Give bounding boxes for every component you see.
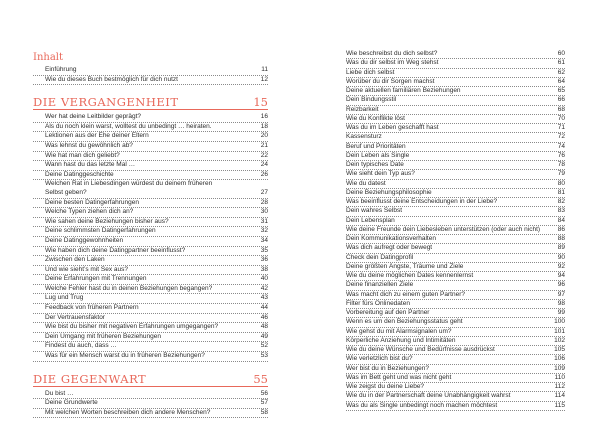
toc-entry-page: 78: [557, 161, 565, 168]
toc-entry-label: Worüber du dir Sorgen machst: [346, 77, 435, 85]
toc-entry-page: 89: [557, 244, 565, 252]
toc-entry-page: 44: [260, 304, 268, 312]
toc-entry-label: Deine Datinggeschichte: [45, 170, 114, 178]
section-vergangenheit: [33, 94, 268, 110]
section-title: DIE GEGENWART: [33, 371, 147, 386]
toc-entry-label: Dein Umgang mit früheren Beziehungen: [45, 332, 161, 340]
toc-entry: [346, 392, 565, 401]
toc-entry-label: Kassensturz: [346, 133, 382, 141]
toc-entry: [33, 409, 268, 419]
toc-entry: [346, 263, 565, 272]
toc-entry-page: 68: [557, 105, 565, 113]
toc-entry-label: Was für ein Mensch warst du in früheren Beziehungen?: [45, 352, 205, 360]
toc-entry: [33, 247, 268, 257]
toc-entry-label: Filter fürs Onlinedaten: [346, 299, 410, 307]
toc-entry: [346, 207, 565, 216]
toc-entry: [346, 328, 565, 337]
toc-entry-page: 56: [260, 389, 268, 397]
toc-entry: [346, 235, 565, 244]
toc-entry: [346, 374, 565, 383]
toc-entry-label: Wie verletzlich bist du?: [346, 355, 413, 363]
toc-entry-label: Wann hast du das letzte Mal …: [45, 161, 136, 169]
toc-entry-label: Du bist …: [45, 389, 74, 397]
toc-entry-page: 100: [554, 318, 565, 326]
gegenwart-list: [33, 390, 268, 419]
toc-entry-label: Feedback von früheren Partnern: [45, 304, 139, 312]
toc-entry-page: 28: [260, 198, 268, 206]
toc-entry-page: 20: [260, 132, 268, 140]
toc-entry: [33, 66, 268, 76]
toc-entry-page: 53: [260, 352, 268, 360]
toc-entry-label: Wie bist du bisher mit negativen Erfahrungen umgegangen?: [45, 323, 219, 331]
toc-entry: [33, 304, 268, 314]
toc-entry-page: 46: [260, 313, 268, 321]
toc-entry: [33, 266, 268, 276]
toc-entry-label: Deine finanziellen Ziele: [346, 281, 414, 289]
toc-entry: [346, 346, 565, 355]
toc-entry-label: Lektionen aus der Ehe deiner Eltern: [45, 132, 149, 140]
toc-entry: [346, 133, 565, 142]
toc-entry-label: Dein Bindungsstil: [346, 96, 397, 104]
toc-entry: [33, 352, 268, 362]
toc-entry: [33, 314, 268, 324]
toc-entry: [346, 355, 565, 364]
toc-entry: [346, 198, 565, 207]
toc-entry-page: 22: [260, 151, 268, 159]
toc-entry-label: Dein wahres Selbst: [346, 207, 402, 215]
toc-entry-page: 36: [260, 256, 268, 264]
toc-entry-page: 65: [557, 87, 565, 94]
toc-entry: [346, 124, 565, 133]
toc-entry-page: 70: [557, 114, 565, 122]
vergangenheit-list: [33, 113, 268, 361]
toc-entry-page: 84: [557, 216, 565, 224]
toc-entry-page: 94: [557, 272, 565, 279]
toc-entry-label: Was im Bett geht und was nicht geht: [346, 373, 452, 381]
toc-entry-page: 106: [554, 355, 565, 363]
toc-entry: [346, 115, 565, 124]
toc-entry: [346, 78, 565, 87]
toc-entry-label: Wie gehst du mit Alarmsignalen um?: [346, 327, 452, 335]
toc-entry: [33, 237, 268, 247]
toc-entry-label: Was lehnst du gewöhnlich ab?: [45, 141, 133, 149]
section-page: 15: [253, 95, 268, 110]
toc-entry-label: Wie hat man dich geliebt?: [45, 151, 120, 159]
toc-entry-label: Zwischen den Laken: [45, 256, 105, 264]
toc-entry-label: Wer hat deine Leitbilder geprägt?: [45, 113, 141, 121]
toc-entry-page: 71: [557, 124, 565, 131]
toc-entry-label: Und wie sieht’s mit Sex aus?: [45, 265, 128, 273]
toc-entry-page: 83: [557, 207, 565, 215]
toc-entry-page: 96: [557, 281, 565, 289]
toc-entry: [346, 337, 565, 346]
toc-entry-page: 11: [261, 66, 268, 73]
toc-entry: [346, 69, 565, 78]
toc-entry: [346, 96, 565, 105]
toc-entry: [346, 254, 565, 263]
toc-entry: [346, 143, 565, 152]
toc-entry: [346, 217, 565, 226]
toc-entry: [33, 390, 268, 400]
toc-entry-label: Liebe dich selbst: [346, 68, 395, 76]
right-toc-list: [346, 50, 565, 411]
toc-entry-label: Dein Lebensplan: [346, 216, 395, 224]
toc-entry: [33, 333, 268, 343]
toc-entry-label: Deine größten Ängste, Träume und Ziele: [346, 262, 464, 270]
toc-entry-label: Mit welchen Worten beschreiben dich andere Menschen?: [45, 408, 211, 416]
toc-entry-page: 102: [554, 336, 565, 344]
toc-entry-label: Was beeinflusst deine Entscheidungen in der Liebe?: [346, 198, 498, 205]
toc-entry-page: 27: [260, 188, 268, 196]
toc-entry-label: Wie sahen deine Beziehungen bisher aus?: [45, 217, 169, 225]
toc-entry-label: Dein Kommunikationsverhalten: [346, 235, 436, 242]
toc-entry-label: Der Vertrauensfaktor: [45, 313, 105, 321]
toc-entry: [33, 142, 268, 152]
toc-entry-page: 109: [554, 364, 565, 372]
toc-entry-page: 30: [260, 208, 268, 216]
toc-entry-page: 48: [260, 323, 268, 331]
toc-entry: [346, 318, 565, 327]
toc-entry-page: 62: [557, 68, 565, 76]
toc-entry-page: 16: [260, 113, 268, 121]
toc-entry-label: Dein typisches Date: [346, 161, 404, 168]
toc-entry-page: 42: [260, 284, 268, 292]
toc-entry-label: Vorbereitung auf den Partner: [346, 309, 430, 316]
toc-entry: [33, 218, 268, 228]
toc-entry-label: Wie zeigst du deine Liebe?: [346, 383, 425, 390]
toc-entry-label: Welche Typen ziehen dich an?: [45, 208, 134, 216]
toc-entry: [346, 383, 565, 392]
toc-entry: [33, 152, 268, 162]
toc-entry-page: 64: [557, 77, 565, 85]
toc-entry-label: Wer bist du in Beziehungen?: [346, 364, 429, 372]
toc-entry-page: 49: [260, 332, 268, 340]
toc-entry-label: Wie deine Freunde dein Liebesleben unterstützen (oder auch nicht): [346, 225, 541, 233]
toc-entry-label: Wie du deine möglichen Dates kennenlernst: [346, 272, 474, 279]
toc-entry-page: 101: [554, 327, 565, 335]
toc-entry-label: Wie du deine Wünsche und Bedürfnisse ausdrückst: [346, 346, 495, 353]
toc-entry-page: 110: [554, 373, 565, 381]
toc-entry-page: 61: [557, 59, 565, 67]
toc-entry-label: Deine aktuellen familiären Beziehungen: [346, 87, 461, 94]
toc-entry-page: 86: [557, 225, 565, 233]
toc-entry: [33, 199, 268, 209]
toc-entry-label: Wie haben dich deine Datingpartner beeinflusst?: [45, 246, 186, 254]
toc-entry-label: Wie du datest: [346, 179, 386, 187]
toc-entry-label: Körperliche Anziehung und Intimitäten: [346, 336, 456, 344]
toc-entry: [33, 256, 268, 266]
toc-entry-label: Deine schlimmsten Datingerfahrungen: [45, 227, 156, 235]
toc-entry-page: 72: [557, 133, 565, 141]
toc-entry-page: 99: [557, 309, 565, 316]
toc-entry: [346, 300, 565, 309]
toc-entry: [33, 285, 268, 295]
toc-entry-label: Check dein Datingprofil: [346, 253, 414, 261]
toc-entry-page: 26: [260, 170, 268, 178]
toc-entry-page: 105: [554, 346, 565, 353]
toc-entry-page: 32: [260, 227, 268, 235]
toc-heading-title: Inhalt: [33, 52, 64, 63]
toc-entry-label: Deine Beziehungsphilosophie: [346, 188, 432, 196]
toc-entry: [33, 113, 268, 123]
toc-entry: [33, 171, 268, 181]
toc-entry-label: Wie sieht dein Typ aus?: [346, 170, 415, 178]
toc-entry-label: Findest du auch, dass …: [45, 342, 117, 350]
toc-entry: [346, 272, 565, 281]
toc-entry-label: Als du noch klein warst, wolltest du unbedingt … heiraten.: [45, 122, 212, 130]
toc-entry-page: 88: [557, 235, 565, 242]
toc-entry: [346, 244, 565, 253]
toc-entry-page: 81: [557, 188, 565, 196]
toc-entry-page: 57: [260, 399, 268, 407]
toc-entry: [33, 294, 268, 304]
toc-entry: [346, 291, 565, 300]
toc-entry: [33, 323, 268, 333]
toc-entry: [346, 50, 565, 59]
toc-entry-label: Einführung: [45, 66, 77, 73]
toc-entry-page: 80: [557, 179, 565, 187]
toc-entry: [346, 59, 565, 68]
toc-entry-page: 34: [260, 236, 268, 244]
toc-entry: [33, 189, 268, 199]
toc-entry-label: Selbst geben?: [45, 188, 87, 196]
toc-entry-page: 12: [260, 75, 268, 83]
intro-list: [33, 66, 268, 85]
toc-entry-page: 58: [260, 408, 268, 416]
toc-entry-page: 97: [557, 290, 565, 298]
toc-entry-page: 66: [557, 96, 565, 104]
toc-entry: [346, 152, 565, 161]
toc-entry: [346, 365, 565, 374]
left-column: [33, 52, 268, 418]
section-title: DIE VERGANGENHEIT: [33, 95, 179, 110]
toc-entry: [346, 226, 565, 235]
toc-entry: [33, 132, 268, 142]
toc-entry-label: Lug und Trug: [45, 294, 84, 302]
toc-entry-label: Was du im Leben geschafft hast: [346, 124, 439, 131]
toc-entry-label: Was dich aufregt oder bewegt: [346, 244, 433, 252]
toc-entry: [33, 123, 268, 133]
right-column: [346, 50, 565, 411]
toc-entry-page: 35: [260, 246, 268, 254]
toc-heading: [33, 52, 268, 64]
toc-entry: [346, 161, 565, 170]
toc-entry-label: Beruf und Prioritäten: [346, 142, 406, 150]
toc-entry-label: Wie du dieses Buch bestmöglich für dich nutzt: [45, 75, 178, 83]
toc-entry-label: Deine Datinggewohnheiten: [45, 236, 124, 244]
toc-entry: [346, 189, 565, 198]
toc-entry-page: 74: [557, 142, 565, 150]
toc-entry-page: 79: [557, 170, 565, 178]
toc-entry: [33, 227, 268, 237]
toc-entry-label: Welchen Rat in Liebesdingen würdest du deinem früheren: [45, 180, 213, 188]
toc-entry-page: 90: [557, 253, 565, 261]
toc-entry-label: Was du als Single unbedingt noch machen möchtest: [346, 401, 498, 409]
toc-entry: [33, 342, 268, 352]
toc-entry-page: 43: [260, 294, 268, 302]
toc-entry-page: 18: [260, 122, 268, 130]
toc-entry-page: 21: [260, 141, 268, 149]
toc-entry-label: Deine Erfahrungen mit Trennungen: [45, 275, 147, 283]
toc-entry-page: 38: [260, 265, 268, 273]
toc-entry-label: Wie du Konflikte löst: [346, 114, 405, 122]
toc-entry: [346, 87, 565, 96]
toc-entry: [346, 402, 565, 411]
toc-entry-label: Wie du in der Partnerschaft deine Unabhängigkeit wahrst: [346, 392, 511, 400]
toc-entry-label: Wie beschreibst du dich selbst?: [346, 50, 438, 57]
toc-entry: [33, 399, 268, 409]
toc-entry-page: 76: [557, 151, 565, 159]
toc-entry: [346, 180, 565, 189]
toc-entry-page: 98: [557, 299, 565, 307]
toc-entry-page: 31: [260, 217, 268, 225]
toc-entry-label: Deine besten Datingerfahrungen: [45, 198, 139, 206]
toc-entry: [33, 208, 268, 218]
section-gegenwart: [33, 371, 268, 387]
toc-entry-label: Welche Fehler hast du in deinen Beziehungen begangen?: [45, 284, 213, 292]
toc-entry: [346, 309, 565, 318]
toc-entry: [346, 106, 565, 115]
toc-entry-label: Was du dir selbst im Weg stehst: [346, 59, 439, 67]
toc-entry-page: 82: [557, 198, 565, 205]
toc-entry: [33, 161, 268, 171]
toc-entry-page: 115: [554, 401, 565, 409]
toc-entry: [33, 76, 268, 86]
toc-entry-label: Was macht dich zu einem guten Partner?: [346, 290, 465, 298]
toc-entry-page: 112: [554, 383, 565, 390]
toc-entry-label: Deine Grundwerte: [45, 399, 98, 407]
toc-entry-page: 92: [557, 262, 565, 270]
toc-entry-label: Dein Leben als Single: [346, 151, 410, 159]
section-page: 55: [253, 371, 268, 386]
toc-entry-page: 40: [260, 275, 268, 283]
toc-entry-label: Wenn es um den Beziehungsstatus geht: [346, 318, 463, 326]
toc-entry-label: Reizbarkeit: [346, 105, 379, 113]
toc-entry-page: 60: [557, 50, 565, 57]
toc-entry: [346, 281, 565, 290]
toc-entry-page: 114: [554, 392, 565, 400]
toc-entry: [346, 170, 565, 179]
toc-entry: [33, 275, 268, 285]
toc-entry-page: 52: [260, 342, 268, 350]
toc-entry: [33, 180, 268, 189]
toc-entry-page: 24: [260, 161, 268, 169]
